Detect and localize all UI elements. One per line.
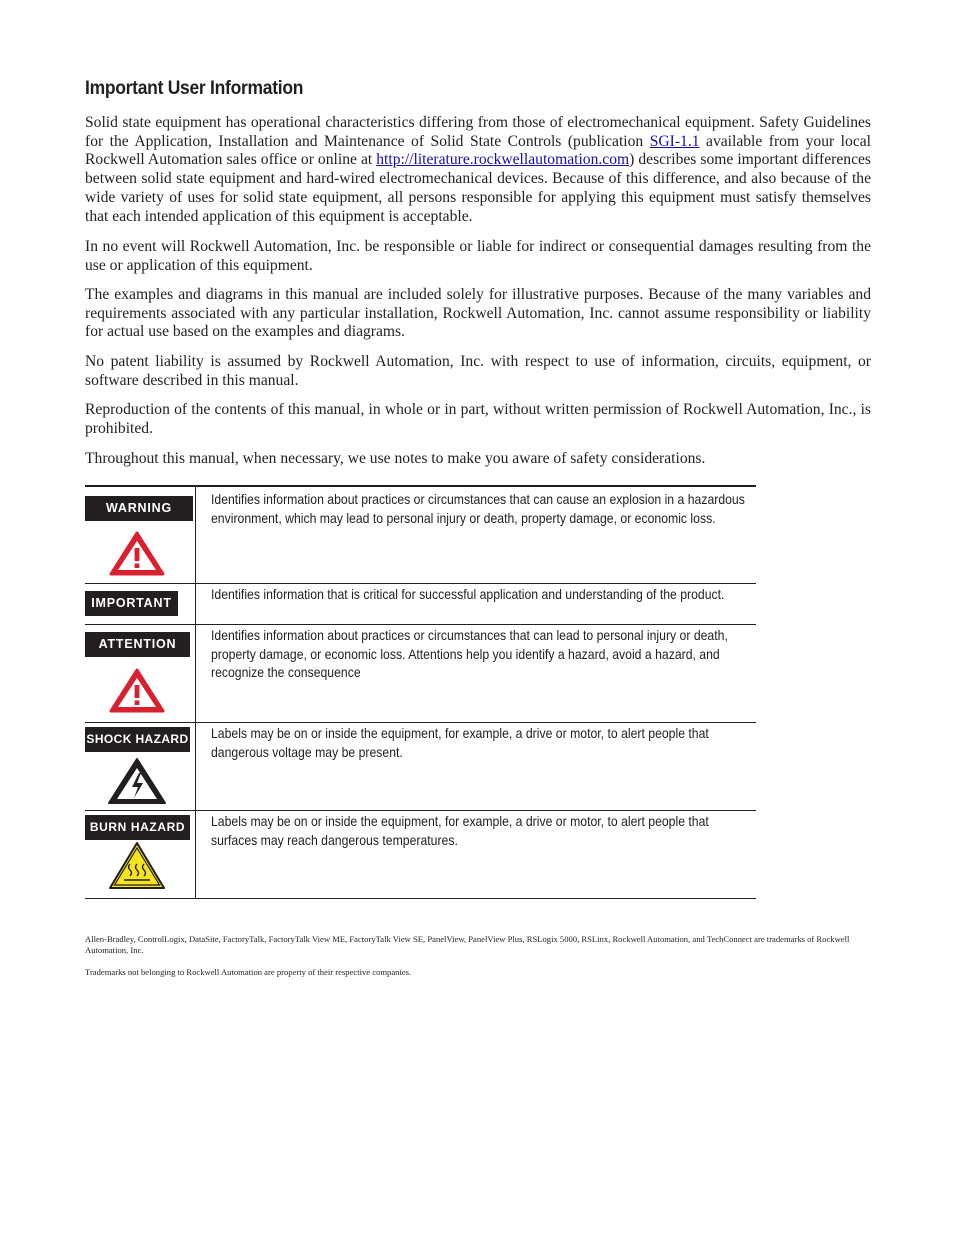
warning-triangle-icon (109, 667, 165, 713)
burn-hazard-label: BURN HAZARD (85, 815, 190, 840)
important-description: Identifies information that is critical for successful application and understanding of the product. (211, 587, 725, 602)
paragraph-examples: The examples and diagrams in this manual are included solely for illustrative purposes. Because of the many variables and requirements associated with any particular installation, Rockwell Automation, Inc. cannot assume responsibility or liability for actual use based on the examples and diagrams. (85, 286, 871, 341)
paragraph-liability: In no event will Rockwell Automation, Inc. be responsible or liable for indirect or consequential damages resulting from the use or application of this equipment. (85, 238, 871, 274)
paragraph-text: Solid state equipment has operational characteristics differing from those of electromechanical equipment. Safety Guidelines for the Application, Installation and Maintenance of Solid State Controls (publication (85, 114, 871, 150)
note-row-shock-hazard (85, 723, 756, 811)
attention-description: Identifies information about practices or circumstances that can lead to personal injury or death, property damage, or economic loss. Attentions help you identify a hazard, avoid a hazard, and recognize the consequence (211, 628, 728, 680)
note-row-warning (85, 487, 756, 584)
warning-description: Identifies information about practices or circumstances that can cause an explosion in a hazardous environment, which may lead to personal injury or death, property damage, or economic loss. (211, 492, 745, 526)
paragraph-text: available from your local Rockwell Automation sales office or online at (85, 132, 871, 169)
literature-website-link[interactable]: http://literature.rockwellautomation.com (376, 151, 630, 169)
other-trademarks-footnote: Trademarks not belonging to Rockwell Automation are property of their respective companies. (85, 967, 412, 977)
electric-shock-icon (107, 757, 167, 805)
attention-label: ATTENTION (85, 632, 190, 657)
page-title: Important User Information (85, 78, 304, 99)
paragraph-notes-intro: Throughout this manual, when necessary, we use notes to make you aware of safety considerations. (85, 450, 706, 467)
shock-hazard-label: SHOCK HAZARD (85, 727, 190, 752)
paragraph-reproduction: Reproduction of the contents of this manual, in whole or in part, without written permission of Rockwell Automation, Inc., is prohibited. (85, 401, 871, 437)
important-label: IMPORTANT (85, 591, 178, 616)
note-row-attention (85, 625, 756, 723)
warning-label: WARNING (85, 496, 193, 521)
warning-triangle-icon (109, 530, 165, 576)
note-row-burn-hazard (85, 811, 756, 899)
note-row-important (85, 584, 756, 625)
burn-hazard-description: Labels may be on or inside the equipment, for example, a drive or motor, to alert people that surfaces may reach dangerous temperatures. (211, 814, 709, 848)
paragraph-patent: No patent liability is assumed by Rockwell Automation, Inc. with respect to use of information, circuits, equipment, or software described in this manual. (85, 353, 871, 389)
paragraph-text: ) describes some important differences between solid state equipment and hard-wired electromechanical devices. Because of this difference, and also because of the wide variety of uses for solid state equipment, all persons responsible for applying this equipment must satisfy themselves that each intended application of this equipment is acceptable. (85, 151, 871, 225)
safety-notes-table (85, 485, 756, 899)
shock-hazard-description: Labels may be on or inside the equipment, for example, a drive or motor, to alert people that dangerous voltage may be present. (211, 726, 709, 760)
trademarks-footnote: Allen-Bradley, ControlLogix, DataSite, FactoryTalk, FactoryTalk View ME, FactoryTalk View SE, PanelView, PanelView Plus, RSLogix 5000, RSLinx, Rockwell Automation, and TechConnect are trademarks of Rockwell Automation, Inc. (85, 934, 850, 955)
paragraph-solid-state (85, 114, 871, 226)
sgi-publication-link[interactable]: SGI-1.1 (649, 132, 700, 150)
hot-surface-icon (108, 841, 166, 891)
